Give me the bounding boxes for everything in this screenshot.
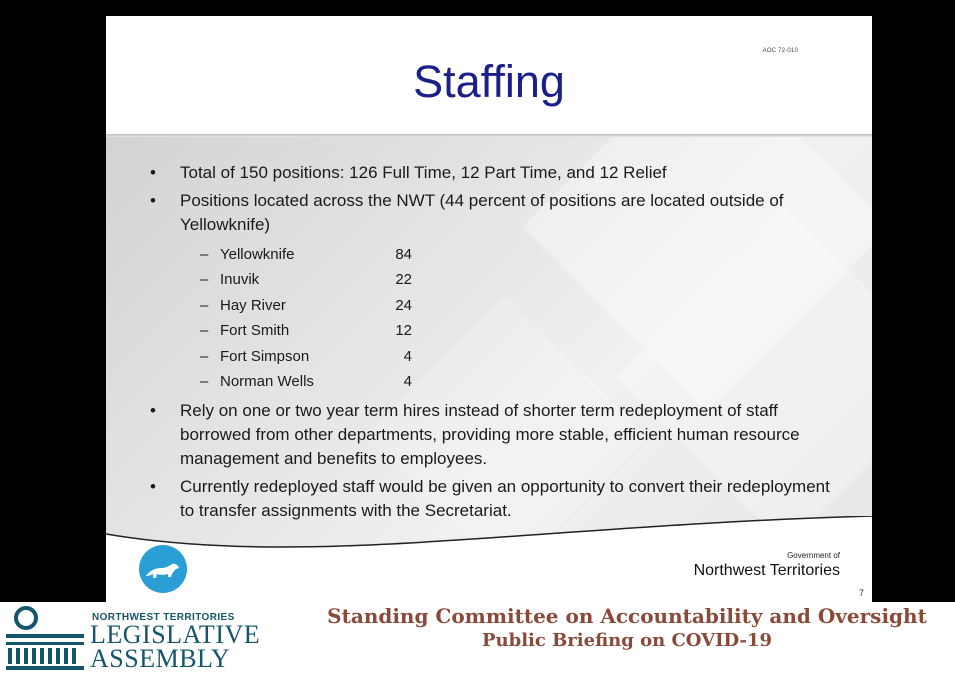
briefing-title: Public Briefing on COVID-19 [481, 630, 773, 651]
legislative-assembly-logo-icon [4, 604, 86, 672]
location-row: – Norman Wells 4 [180, 370, 830, 395]
bullet-text: Rely on one or two year term hires instead of shorter term redeployment of staff borrowed from other departments, providing more stable, efficient human resource management and benefits to employees. [180, 401, 800, 469]
bullet-text: Positions located across the NWT (44 percent of positions are located outside of Yellowknife) [180, 191, 784, 234]
document-code: AOC 72-010 [762, 48, 798, 54]
bullet-text: Currently redeployed staff would be given an opportunity to convert their redeployment to transfer assignments with the Secretariat. [180, 477, 830, 521]
location-count: 84 [395, 246, 412, 263]
location-count: 4 [403, 347, 412, 365]
bullet-item: • Total of 150 positions: 126 Full Time, 12 Part Time, and 12 Relief [150, 163, 667, 182]
presentation-slide [106, 16, 872, 602]
page-number: 7 [858, 588, 864, 598]
location-row: – Yellowknife 84 [180, 243, 830, 268]
footer-wave [106, 516, 872, 602]
bullet-text: Total of 150 positions: 126 Full Time, 12 Part Time, and 12 Relief [180, 163, 667, 182]
bullet-item: • Positions located across the NWT (44 percent of positions are located outside of Yellowknife) – Yellowknife 84 – Inuvik 22 – Hay River 24 – Fort Smith 12 – Fort Simpson 4 – Norman Wells 4 [150, 189, 830, 395]
location-count: 24 [395, 296, 412, 314]
location-row: – Fort Smith 12 [180, 319, 830, 344]
slide-title: Staffing [413, 56, 565, 107]
location-row: – Inuvik 22 [180, 268, 830, 293]
government-label: Government of [787, 551, 840, 560]
polar-bear-logo-icon [138, 544, 188, 594]
org-subtitle: NORTHWEST TERRITORIES [92, 612, 235, 623]
location-list [180, 243, 830, 395]
location-name: Norman Wells [220, 372, 314, 390]
org-name-line1: LEGISLATIVE [90, 620, 261, 649]
location-name: Hay River [220, 296, 286, 314]
location-name: Fort Smith [220, 322, 290, 340]
location-name: Inuvik [220, 271, 260, 289]
org-name-line2: ASSEMBLY [90, 644, 231, 673]
location-count: 12 [395, 322, 412, 340]
location-name: Fort Simpson [220, 347, 310, 365]
government-name: Northwest Territories [693, 562, 840, 579]
location-count: 22 [395, 271, 412, 289]
bullet-item: • Currently redeployed staff would be given an opportunity to convert their redeployment to transfer assignments with the Secretariat. [150, 477, 830, 521]
location-row: – Fort Simpson 4 [180, 345, 830, 370]
slide-header [106, 16, 872, 134]
location-name: Yellowknife [220, 246, 295, 263]
bullet-list [150, 161, 830, 527]
broadcast-banner [0, 602, 955, 675]
bullet-item: • Rely on one or two year term hires instead of shorter term redeployment of staff borrowed from other departments, providing more stable, efficient human resource management and benefits to employees. [150, 401, 800, 469]
committee-title: Standing Committee on Accountability and Oversight [327, 604, 927, 628]
location-count: 4 [403, 372, 412, 390]
location-row: – Hay River 24 [180, 294, 830, 319]
